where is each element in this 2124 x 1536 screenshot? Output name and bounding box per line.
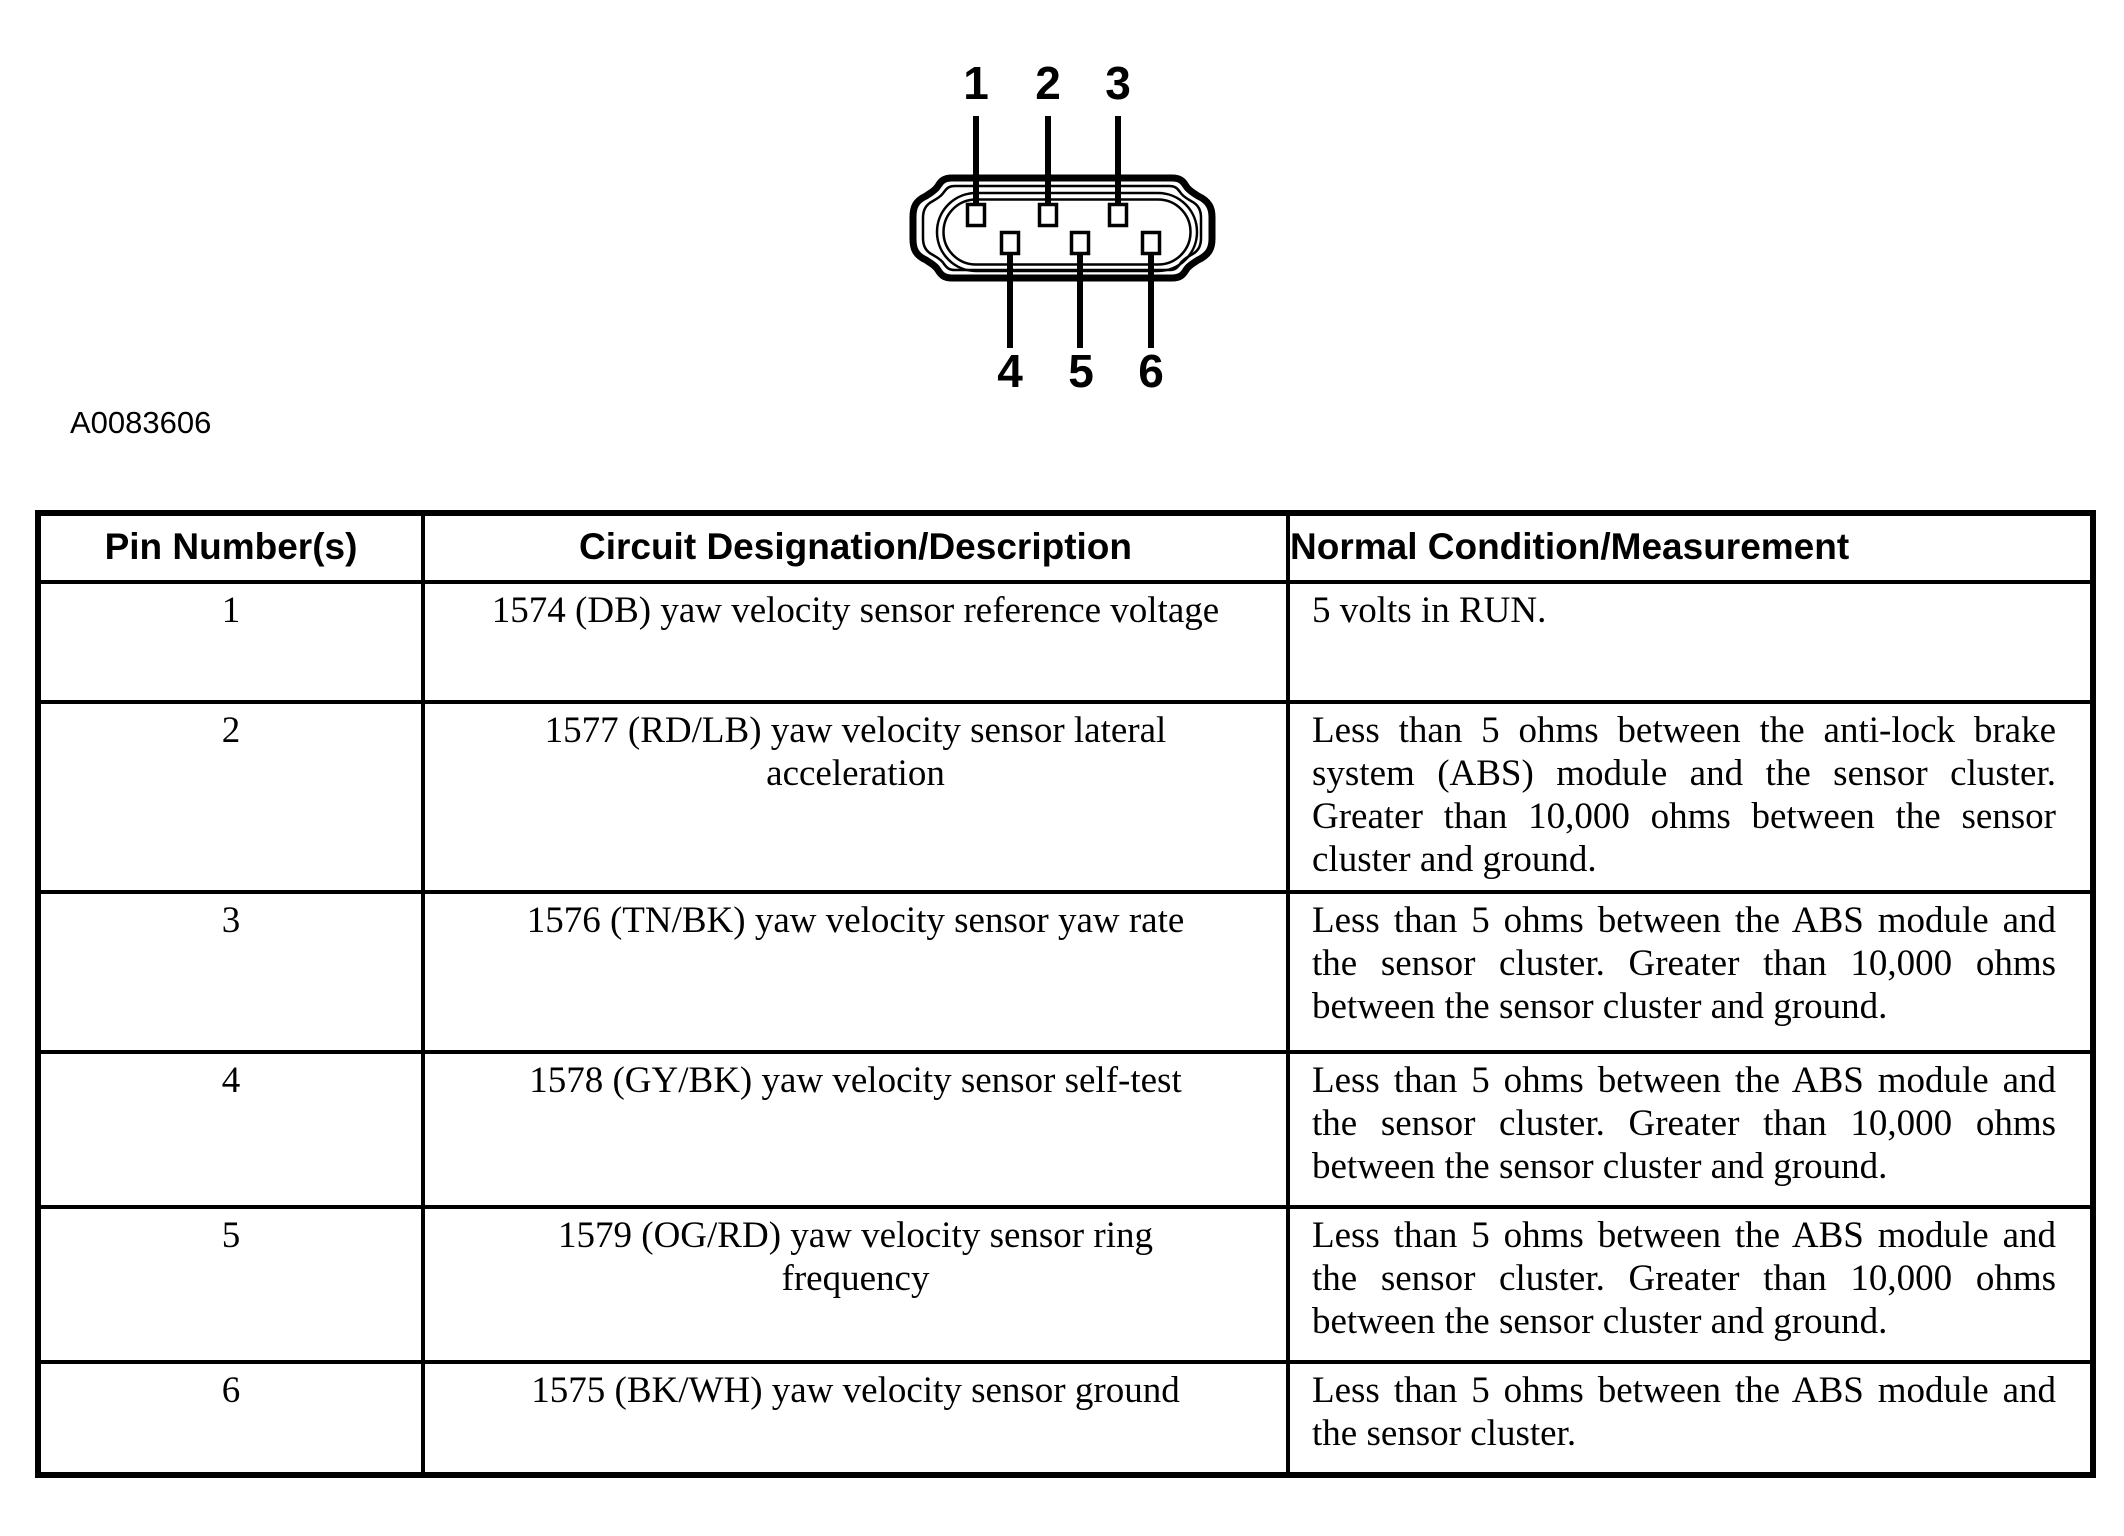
condition-cell: Less than 5 ohms between the ABS module and the sensor cluster. Greater than 10,000 ohms between the sensor cluster and ground.: [1288, 1052, 2093, 1207]
pin-label-4: 4: [997, 345, 1023, 397]
condition-cell: Less than 5 ohms between the ABS module and the sensor cluster. Greater than 10,000 ohms between the sensor cluster and ground.: [1288, 892, 2093, 1052]
table-row: [38, 1052, 2093, 1207]
pin-3-terminal: [1110, 205, 1127, 226]
pin-cell: 2: [38, 702, 423, 892]
condition-cell: Less than 5 ohms between the anti-lock brake system (ABS) module and the sensor cluster. Greater than 10,000 ohms between the sensor cluster and ground.: [1288, 702, 2093, 892]
pin-cell: 6: [38, 1362, 423, 1475]
pin-6-terminal: [1143, 233, 1160, 254]
pin-cell: 4: [38, 1052, 423, 1207]
condition-cell: Less than 5 ohms between the ABS module and the sensor cluster. Greater than 10,000 ohms between the sensor cluster and ground.: [1288, 1207, 2093, 1362]
table-row: [38, 1207, 2093, 1362]
table-row: [38, 892, 2093, 1052]
figure-code-label: A0083606: [70, 405, 212, 440]
pin-cell: 3: [38, 892, 423, 1052]
pin-1-terminal: [968, 205, 985, 226]
pin-2-terminal: [1040, 205, 1057, 226]
pin-cell: 5: [38, 1207, 423, 1362]
circuit-cell: 1578 (GY/BK) yaw velocity sensor self-test: [423, 1052, 1288, 1207]
circuit-cell: 1576 (TN/BK) yaw velocity sensor yaw rate: [423, 892, 1288, 1052]
header-circuit-designation: Circuit Designation/Description: [423, 513, 1288, 582]
header-normal-condition: Normal Condition/Measurement: [1288, 513, 2093, 582]
table-row: [38, 702, 2093, 892]
circuit-cell: 1575 (BK/WH) yaw velocity sensor ground: [423, 1362, 1288, 1475]
circuit-cell: 1577 (RD/LB) yaw velocity sensor lateral acceleration: [423, 702, 1288, 892]
circuit-cell: 1579 (OG/RD) yaw velocity sensor ring frequency: [423, 1207, 1288, 1362]
pin-4-terminal: [1002, 233, 1019, 254]
header-pin-numbers: Pin Number(s): [38, 513, 423, 582]
pin-label-5: 5: [1068, 345, 1094, 397]
circuit-cell: 1574 (DB) yaw velocity sensor reference voltage: [423, 582, 1288, 702]
table-header-row: [38, 513, 2093, 582]
pin-label-6: 6: [1138, 345, 1164, 397]
pin-5-terminal: [1072, 233, 1089, 254]
table-row: [38, 1362, 2093, 1475]
pin-cell: 1: [38, 582, 423, 702]
pin-label-3: 3: [1105, 57, 1131, 109]
condition-cell: Less than 5 ohms between the ABS module and the sensor cluster.: [1288, 1362, 2093, 1475]
table-row: [38, 582, 2093, 702]
condition-cell: 5 volts in RUN.: [1288, 582, 2093, 702]
pinout-table: [35, 510, 2096, 1478]
pin-label-2: 2: [1035, 57, 1061, 109]
pin-label-1: 1: [963, 57, 989, 109]
